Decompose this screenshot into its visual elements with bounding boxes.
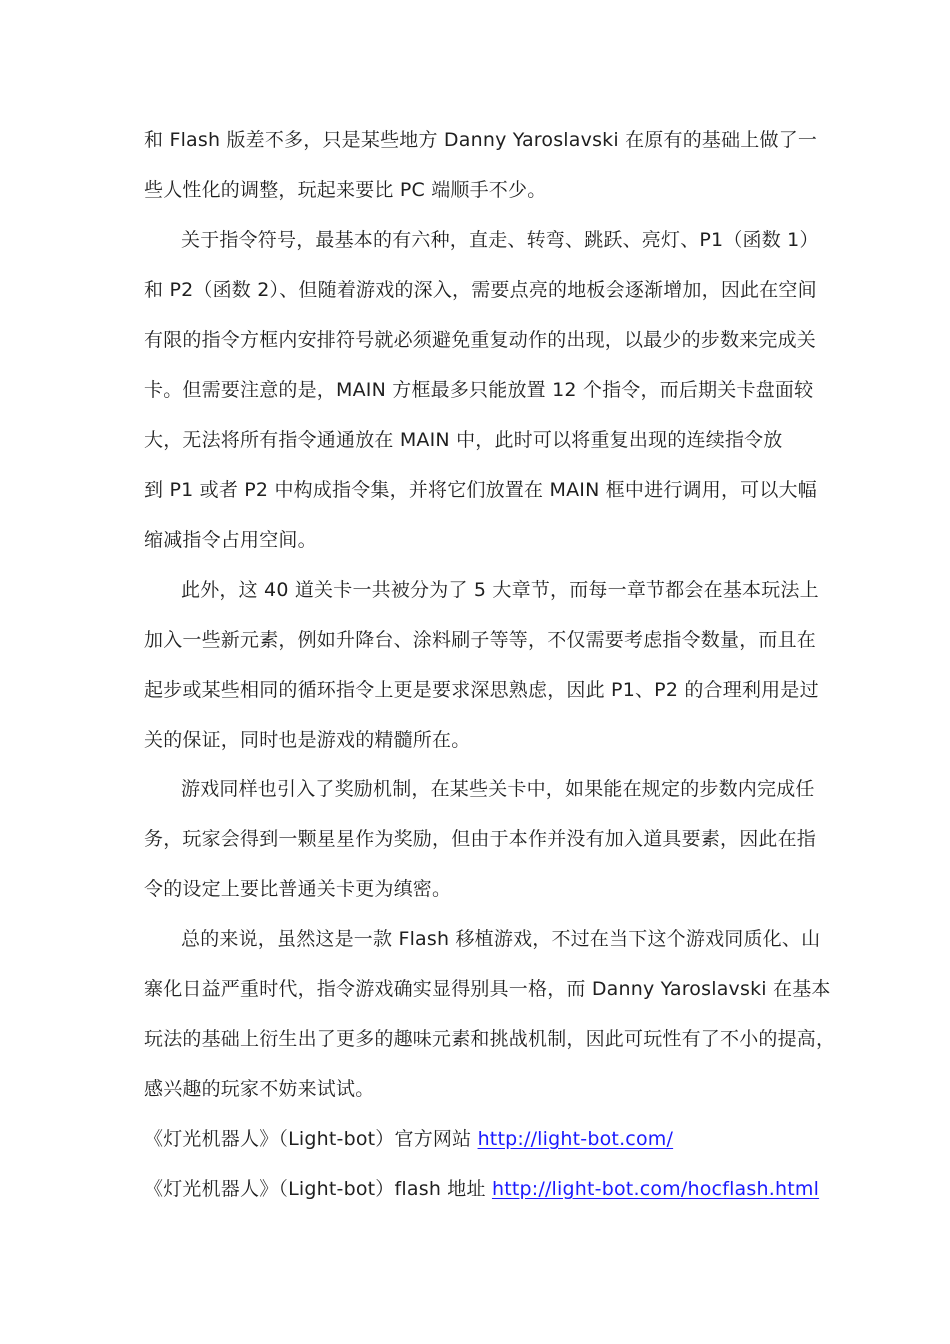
paragraph-line: 寨化日益严重时代，指令游戏确实显得别具一格，而 Danny Yaroslavski 在基本 [144, 978, 831, 1000]
paragraph-line: 起步或某些相同的循环指令上更是要求深思熟虑，因此 P1、P2 的合理利用是过 [144, 679, 819, 701]
flash-address-line [144, 1176, 819, 1202]
flash-address-label: 《灯光机器人》（Light-bot）flash 地址 [144, 1178, 492, 1200]
paragraph-line: 缩减指令占用空间。 [144, 529, 317, 551]
paragraph-line: 关的保证，同时也是游戏的精髓所在。 [144, 729, 471, 751]
paragraph-line: 玩法的基础上衍生出了更多的趣味元素和挑战机制，因此可玩性有了不小的提高， [144, 1028, 836, 1050]
paragraph-line: 总的来说，虽然这是一款 Flash 移植游戏，不过在当下这个游戏同质化、山 [181, 928, 821, 950]
official-site-label: 《灯光机器人》（Light-bot）官方网站 [144, 1128, 478, 1150]
paragraph-line: 卡。但需要注意的是，MAIN 方框最多只能放置 12 个指令，而后期关卡盘面较 [144, 379, 814, 401]
official-site-link[interactable]: http://light-bot.com/ [477, 1128, 674, 1150]
paragraph-line: 到 P1 或者 P2 中构成指令集，并将它们放置在 MAIN 框中进行调用，可以大幅 [144, 479, 817, 501]
paragraph-line: 务，玩家会得到一颗星星作为奖励，但由于本作并没有加入道具要素，因此在指 [144, 828, 817, 850]
paragraph-line: 大，无法将所有指令通通放在 MAIN 中，此时可以将重复出现的连续指令放 [144, 429, 783, 451]
paragraph-line: 和 P2（函数 2）、但随着游戏的深入，需要点亮的地板会逐渐增加，因此在空间 [144, 279, 817, 301]
paragraph-line: 游戏同样也引入了奖励机制，在某些关卡中，如果能在规定的步数内完成任 [181, 778, 815, 800]
paragraph-line: 和 Flash 版差不多，只是某些地方 Danny Yaroslavski 在原有的基础上做了一 [144, 129, 818, 151]
paragraph-line: 有限的指令方框内安排符号就必须避免重复动作的出现，以最少的步数来完成关 [144, 329, 817, 351]
paragraph-line: 感兴趣的玩家不妨来试试。 [144, 1078, 375, 1100]
paragraph-line: 令的设定上要比普通关卡更为缜密。 [144, 878, 452, 900]
paragraph-line: 关于指令符号，最基本的有六种，直走、转弯、跳跃、亮灯、P1（函数 1） [181, 229, 819, 251]
paragraph-line: 此外，这 40 道关卡一共被分为了 5 大章节，而每一章节都会在基本玩法上 [181, 579, 819, 601]
official-site-line [144, 1126, 673, 1152]
flash-address-link[interactable]: http://light-bot.com/hocflash.html [491, 1178, 820, 1200]
paragraph-line: 加入一些新元素，例如升降台、涂料刷子等等，不仅需要考虑指令数量，而且在 [144, 629, 817, 651]
paragraph-line: 些人性化的调整，玩起来要比 PC 端顺手不少。 [144, 179, 547, 201]
